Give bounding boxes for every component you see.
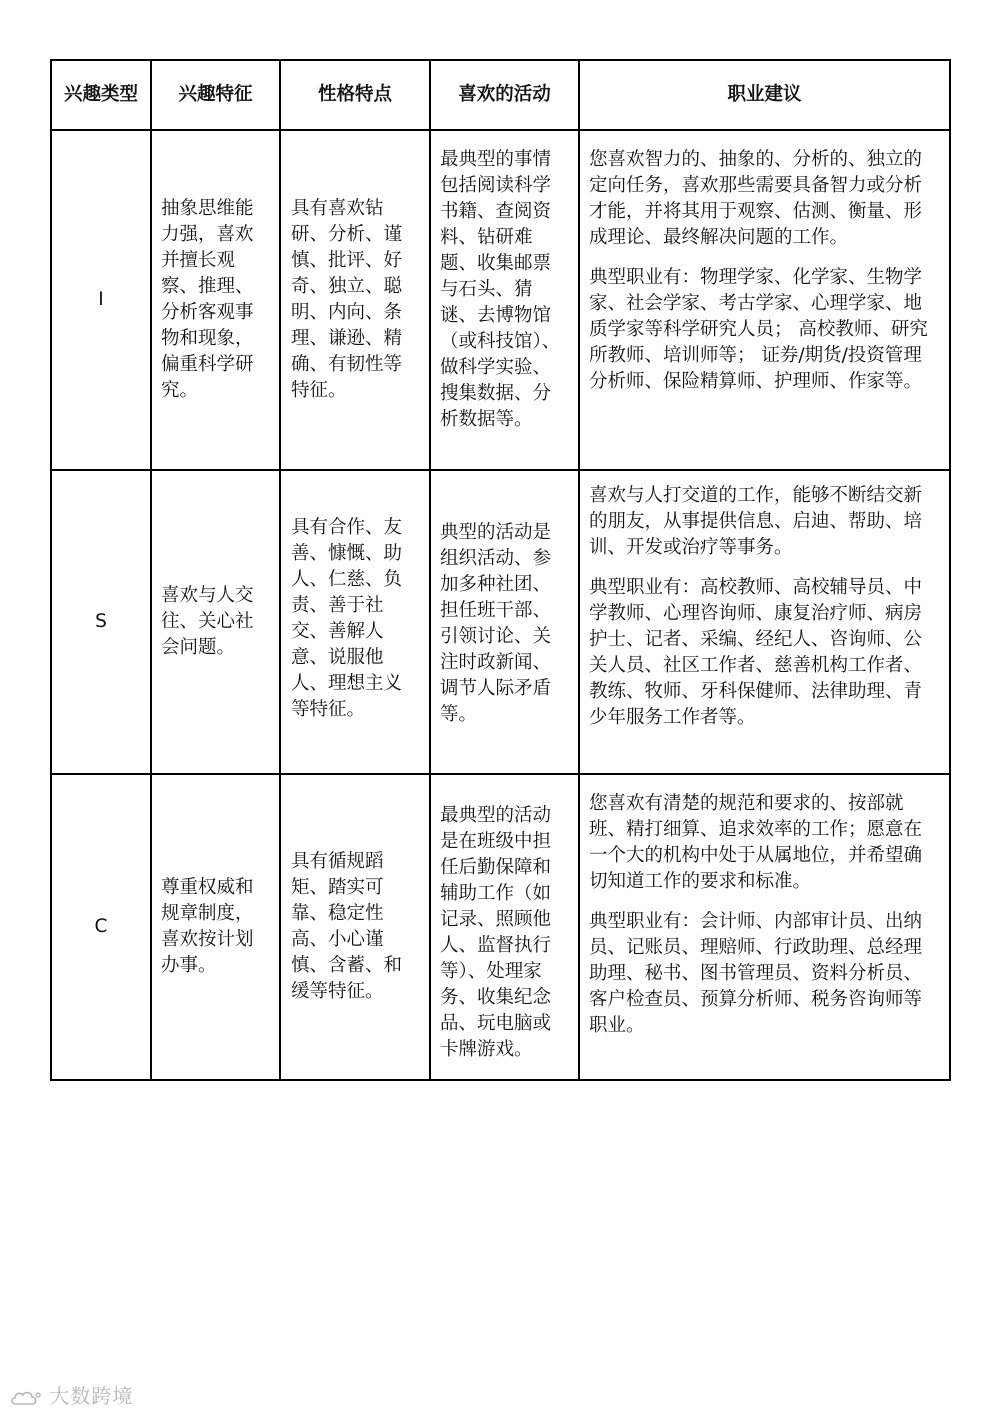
watermark-text: 大数跨境: [49, 1384, 134, 1408]
career-description: 您喜欢智力的、抽象的、分析的、独立的定向任务，喜欢那些需要具备智力或分析才能，并将其用于观察、估测、衡量、形成理论、最终解决问题的工作。: [589, 149, 923, 248]
interest-features-cell: 尊重权威和规章制度，喜欢按计划办事。: [161, 877, 254, 976]
typical-careers: 典型职业有：会计师、内部审计员、出纳员、记账员、理赔师、行政助理、总经理助理、秘书、图书管理员、资料分析员、客户检查员、预算分析师、税务咨询师等职业。: [589, 911, 923, 1036]
career-description: 喜欢与人打交道的工作，能够不断结交新的朋友，从事提供信息、启迪、帮助、培训、开发或治疗等事务。: [589, 485, 923, 558]
activities-cell: 典型的活动是组织活动、参加多种社团、担任班干部、引领讨论、关注时政新闻、调节人际矛盾等。: [440, 522, 552, 725]
typical-careers: 典型职业有：物理学家、化学家、生物学家、社会学家、考古学家、心理学家、地质学家等科学研究人员； 高校教师、研究所教师、培训师等； 证券/期货/投资管理分析师、保险精算师、护理师、作家等。: [589, 267, 928, 392]
typical-careers: 典型职业有：高校教师、高校辅导员、中学教师、心理咨询师、康复治疗师、病房护士、记者、采编、经纪人、咨询师、公关人员、社区工作者、慈善机构工作者、教练、牧师、牙科保健师、法律助理、青少年服务工作者等。: [589, 577, 923, 728]
career-advice-cell: [580, 775, 949, 1049]
header-career-advice: 职业建议: [579, 60, 950, 130]
interest-features-cell: 抽象思维能力强，喜欢并擅长观察、推理、分析客观事物和现象，偏重科学研究。: [161, 198, 254, 401]
header-personality: 性格特点: [280, 60, 430, 130]
interest-features-cell: 喜欢与人交往、关心社会问题。: [161, 585, 254, 658]
table-row: [51, 130, 950, 470]
header-interest-type: 兴趣类型: [51, 60, 151, 130]
activities-cell: 最典型的活动是在班级中担任后勤保障和辅助工作（如记录、照顾他人、监督执行等）、处理家务、收集纪念品、玩电脑或卡牌游戏。: [440, 805, 552, 1060]
interest-type-cell: I: [51, 130, 151, 470]
table-row: [51, 470, 950, 774]
activities-cell: 最典型的事情包括阅读科学书籍、查阅资料、钻研难题、收集邮票与石头、猜谜、去博物馆（或科技馆）、做科学实验、搜集数据、分析数据等。: [440, 149, 561, 430]
personality-cell: 具有循规蹈矩、踏实可靠、稳定性高、小心谨慎、含蓄、和缓等特征。: [291, 851, 403, 1002]
interest-type-cell: C: [51, 774, 151, 1080]
career-description: 您喜欢有清楚的规范和要求的、按部就班、精打细算、追求效率的工作；愿意在一个大的机构中处于从属地位，并希望确切知道工作的要求和标准。: [589, 793, 923, 892]
interest-type-cell: S: [51, 470, 151, 774]
personality-cell: 具有合作、友善、慷慨、助人、仁慈、负责、善于社交、善解人意、说服他人、理想主义等特征。: [291, 517, 403, 720]
career-advice-cell: [580, 471, 949, 741]
cloud-logo-icon: [10, 1389, 42, 1407]
header-row: [51, 60, 950, 130]
career-advice-cell: [580, 131, 949, 405]
interest-career-table: [50, 59, 951, 1081]
table-row: [51, 774, 950, 1080]
header-activities: 喜欢的活动: [430, 60, 579, 130]
personality-cell: 具有喜欢钻研、分析、谨慎、批评、好奇、独立、聪明、内向、条理、谦逊、精确、有韧性等特征。: [291, 198, 403, 401]
header-interest-features: 兴趣特征: [151, 60, 280, 130]
watermark: [10, 1380, 133, 1409]
